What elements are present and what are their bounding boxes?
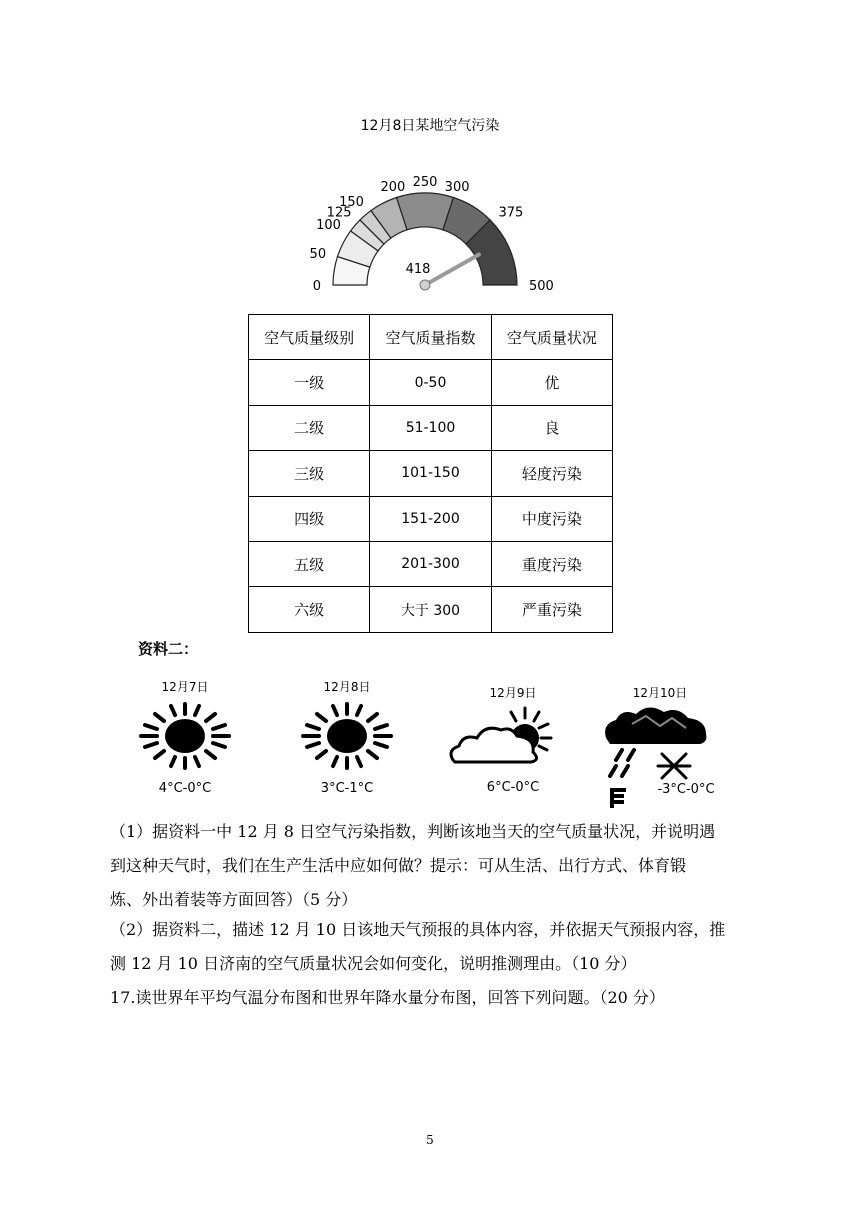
gauge-tick-label: 300: [444, 180, 470, 196]
table-header-row: [249, 315, 613, 360]
index-cell: 201-300: [370, 541, 491, 586]
table-header: 空气质量状况: [491, 315, 612, 360]
grade-cell: 五级: [249, 541, 370, 586]
gauge-needle: [425, 255, 479, 286]
table-row: [249, 405, 613, 450]
weather-temperature: 6°C-0°C: [486, 780, 540, 795]
air-quality-table: [248, 314, 613, 633]
weather-date: 12月7日: [161, 680, 209, 694]
status-cell: 严重污染: [491, 587, 612, 632]
weather-temperature: -3°C-0°C: [657, 782, 715, 797]
question-line: （2）据资料二，描述 12 月 10 日该地天气预报的具体内容，并依据天气预报内容，推: [110, 920, 726, 939]
table-row: [249, 451, 613, 496]
air-pollution-gauge: [300, 140, 560, 300]
gauge-tick-label: 250: [412, 175, 438, 190]
page-number: 5: [426, 1133, 434, 1147]
weather-temperature: 4°C-0°C: [158, 781, 212, 796]
table-row: [249, 541, 613, 586]
status-cell: 中度污染: [491, 496, 612, 541]
table-row: [249, 360, 613, 405]
weather-date: 12月8日: [323, 680, 371, 694]
index-cell: 101-150: [370, 451, 491, 496]
gauge-tick-label: 200: [380, 180, 406, 196]
grade-cell: 一级: [249, 360, 370, 405]
partly-cloudy-icon: [443, 700, 563, 775]
table-header: 空气质量级别: [249, 315, 370, 360]
gauge-tick-label: 50: [309, 246, 327, 262]
question-line: 测 12 月 10 日济南的空气质量状况会如何变化，说明推测理由。（10 分）: [110, 954, 637, 973]
weather-day-2: [282, 678, 412, 798]
gauge-tick-label: 375: [498, 205, 524, 221]
weather-day-3: [438, 684, 588, 804]
weather-date: 12月9日: [489, 686, 537, 700]
status-cell: 良: [491, 405, 612, 450]
question-line: （1）据资料一中 12 月 8 日空气污染指数，判断该地当天的空气质量状况，并说明遇: [110, 822, 716, 841]
material-2-label: 资料二：: [138, 640, 199, 658]
question-line: 炼、外出着装等方面回答）（5 分）: [110, 890, 358, 909]
gauge-value-label: 418: [405, 262, 431, 277]
weather-temperature: 3°C-1°C: [320, 781, 374, 796]
gauge-tick-label: 500: [529, 279, 554, 294]
index-cell: 0-50: [370, 360, 491, 405]
question-1: [110, 815, 760, 917]
index-cell: 51-100: [370, 405, 491, 450]
gauge-hub: [420, 280, 430, 290]
gauge-tick-label: 100: [316, 217, 341, 233]
question-17: 17.读世界年平均气温分布图和世界年降水量分布图，回答下列问题。（20 分）: [110, 988, 665, 1007]
question-2: [110, 913, 760, 981]
weather-day-4: [596, 684, 736, 804]
weather-date: 12月10日: [632, 686, 688, 700]
table-header: 空气质量指数: [370, 315, 491, 360]
weather-day-1: [120, 678, 250, 798]
status-cell: 轻度污染: [491, 451, 612, 496]
grade-cell: 四级: [249, 496, 370, 541]
sun-icon: [297, 696, 397, 776]
table-row: [249, 496, 613, 541]
grade-cell: 六级: [249, 587, 370, 632]
table-row: [249, 587, 613, 632]
gauge-title: 12月8日某地空气污染: [360, 118, 500, 134]
status-cell: 优: [491, 360, 612, 405]
gauge-tick-label: 0: [312, 279, 321, 294]
status-cell: 重度污染: [491, 541, 612, 586]
grade-cell: 三级: [249, 451, 370, 496]
sun-icon: [135, 696, 235, 776]
question-line: 到这种天气时，我们在生产生活中应如何做？提示：可从生活、出行方式、体育锻: [110, 856, 687, 875]
gauge-tick-label: 125: [326, 205, 352, 221]
index-cell: 151-200: [370, 496, 491, 541]
index-cell: 大于 300: [370, 587, 491, 632]
gauge-tick-label: 150: [339, 194, 364, 210]
grade-cell: 二级: [249, 405, 370, 450]
